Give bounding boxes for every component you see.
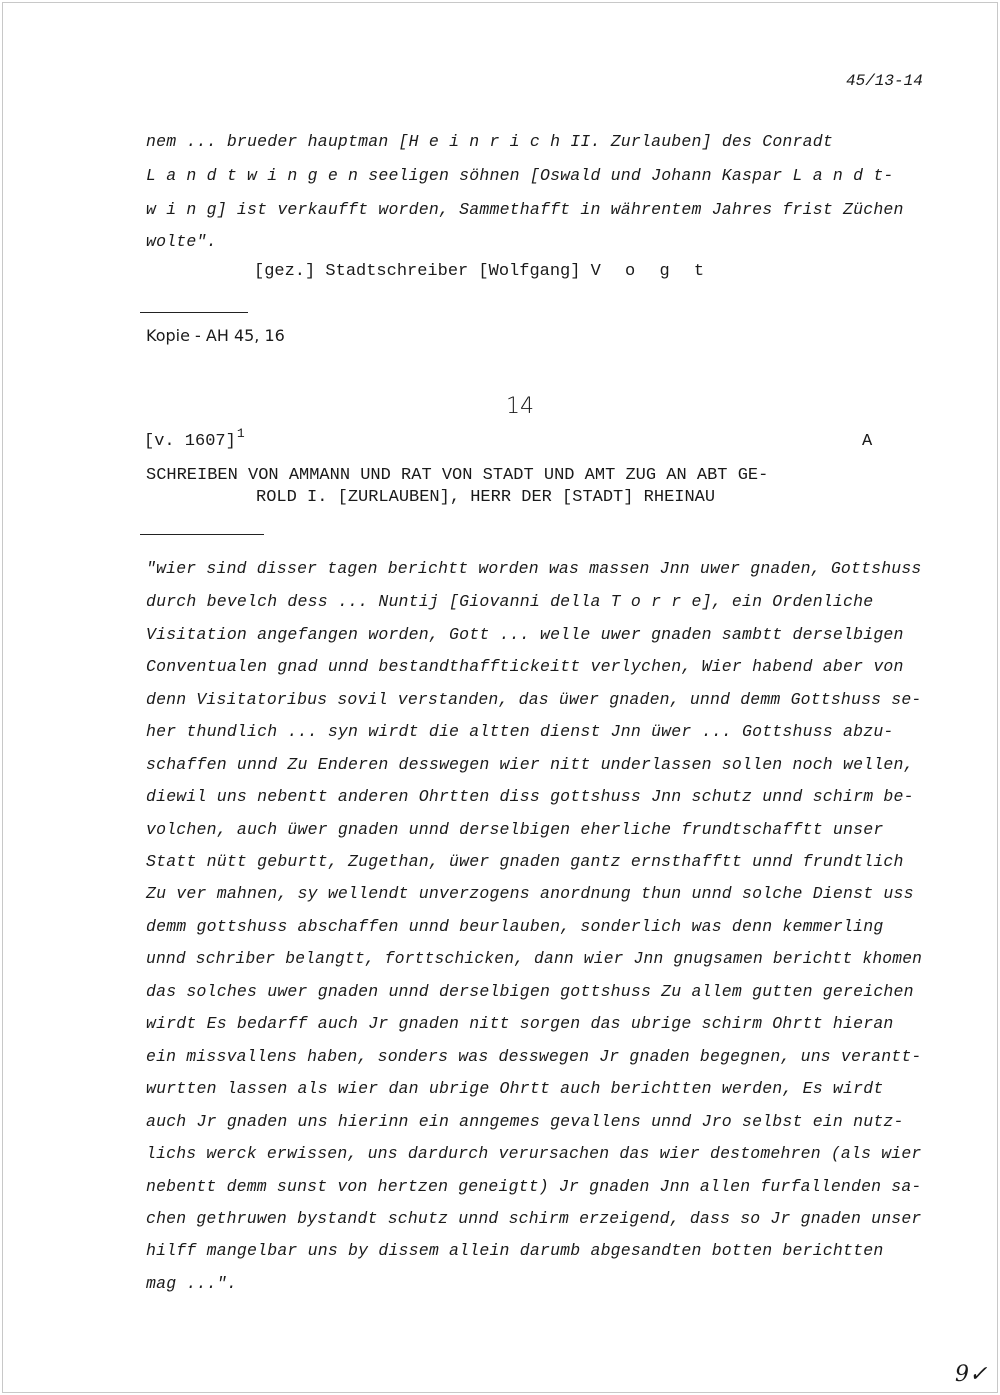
- body-line: wirdt Es bedarff auch Jr gnaden nitt sorgen das ubrige schirm Ohrtt hieran: [146, 1014, 894, 1033]
- body-line: Visitation angefangen worden, Gott ... welle uwer gnaden sambtt derselbigen: [146, 625, 904, 644]
- text-line: nem ... brueder hauptman [H e i n r i c h II. Zurlauben] des Conradt: [146, 132, 833, 151]
- signature-line: [gez.] Stadtschreiber [Wolfgang] V o g t: [254, 262, 712, 281]
- body-line: mag ...".: [146, 1274, 237, 1293]
- document-number: 14: [506, 394, 534, 419]
- body-line: volchen, auch üwer gnaden unnd derselbigen eherliche frundtschafftt unser: [146, 820, 884, 839]
- text-line: w i n g] ist verkaufft worden, Sammethafft in währentem Jahres frist Züchen: [146, 200, 904, 219]
- document-title: ROLD I. [ZURLAUBEN], HERR DER [STADT] RHEINAU: [256, 488, 716, 507]
- page-mark: 9✓: [955, 1362, 988, 1387]
- document-title: SCHREIBEN VON AMMANN UND RAT VON STADT UND AMT ZUG AN ABT GE-: [146, 466, 769, 485]
- body-line: schaffen unnd Zu Enderen desswegen wier nitt underlassen sollen noch wellen,: [146, 755, 914, 774]
- body-line: unnd schriber belangtt, forttschicken, dann wier Jnn gnugsamen berichtt khomen: [146, 949, 923, 968]
- document-date: [v. 1607]$^1$: [144, 426, 245, 451]
- text-line: L a n d t w i n g e n seeligen söhnen [Oswald und Johann Kaspar L a n d t-: [146, 166, 894, 185]
- text-line: wolte".: [146, 232, 217, 251]
- body-line: Conventualen gnad unnd bestandthafftickeitt verlychen, Wier habend aber von: [146, 657, 904, 676]
- body-line: das solches uwer gnaden unnd derselbigen gottshuss Zu allem gutten gereichen: [146, 982, 914, 1001]
- body-line: wurtten lassen als wier dan ubrige Ohrtt auch berichtten werden, Es wirdt: [146, 1079, 884, 1098]
- body-line: hilff mangelbar uns by dissem allein darumb abgesandten botten berichtten: [146, 1241, 884, 1260]
- divider: [140, 312, 248, 313]
- footnote-mark: 1: [236, 426, 245, 441]
- document-letter: A: [862, 432, 873, 451]
- divider: [140, 534, 264, 535]
- body-line: her thundlich ... syn wirdt die altten dienst Jnn üwer ... Gottshuss abzu-: [146, 722, 894, 741]
- body-line: denn Visitatoribus sovil verstanden, das üwer gnaden, unnd demm Gottshuss se-: [146, 690, 922, 709]
- body-line: chen gethruwen bystandt schutz unnd schirm erzeigend, dass so Jr gnaden unser: [146, 1209, 922, 1228]
- body-line: Statt nütt geburtt, Zugethan, üwer gnaden gantz ernsthafftt unnd frundtlich: [146, 852, 904, 871]
- page-reference: 45/13-14: [846, 72, 923, 90]
- body-line: demm gottshuss abschaffen unnd beurlauben, sonderlich was denn kemmerling: [146, 917, 884, 936]
- body-line: nebentt demm sunst von hertzen geneigtt) Jr gnaden Jnn allen furfallenden sa-: [146, 1177, 922, 1196]
- body-line: ein missvallens haben, sonders was desswegen Jr gnaden begegnen, uns verantt-: [146, 1047, 922, 1066]
- body-line: "wier sind disser tagen berichtt worden was massen Jnn uwer gnaden, Gottshuss: [146, 559, 922, 578]
- body-line: durch bevelch dess ... Nuntij [Giovanni della T o r r e], ein Ordenliche: [146, 592, 874, 611]
- body-line: auch Jr gnaden uns hierinn ein anngemes gevallens unnd Jro selbst ein nutz-: [146, 1112, 904, 1131]
- body-line: Zu ver mahnen, sy wellendt unverzogens anordnung thun unnd solche Dienst uss: [146, 884, 914, 903]
- copy-note: Kopie - AH 45, 16: [146, 326, 285, 345]
- body-line: diewil uns nebentt anderen Ohrtten diss gottshuss Jnn schutz unnd schirm be-: [146, 787, 914, 806]
- body-line: lichs werck erwissen, uns dardurch verursachen das wier destomehren (als wier: [146, 1144, 922, 1163]
